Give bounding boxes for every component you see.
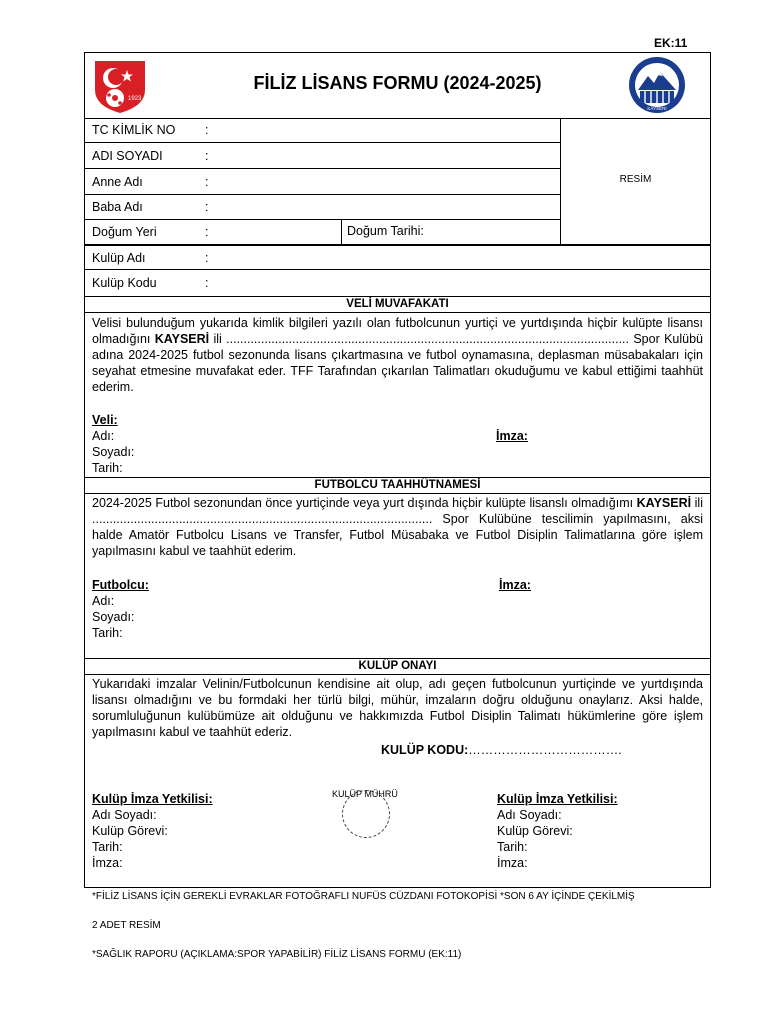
field-row-father[interactable] (85, 195, 560, 220)
guardian-consent-heading: VELİ MUVAFAKATI (85, 296, 710, 313)
svg-text:KAYSERİ: KAYSERİ (647, 106, 667, 111)
footer-note-health: *SAĞLIK RAPORU (AÇIKLAMA:SPOR YAPABİLİR) FİLİZ LİSANS FORMU (EK:11) (92, 949, 462, 960)
field-colon: : (205, 251, 209, 265)
field-label: Doğum Yeri (92, 225, 157, 239)
club-signatory-right-signature[interactable]: İmza: (497, 856, 528, 870)
field-row-birthplace[interactable] (85, 220, 560, 245)
field-label: Kulüp Kodu (92, 276, 157, 290)
player-last-name[interactable]: Soyadı: (92, 610, 135, 624)
photo-box[interactable] (560, 118, 710, 245)
footer-note-photos: 2 ADET RESİM (92, 920, 161, 931)
field-label: TC KİMLİK NO (92, 123, 176, 137)
field-colon: : (205, 200, 209, 214)
player-undertaking-heading: FUTBOLCU TAAHHÜTNAMESİ (85, 477, 710, 494)
photo-label: RESİM (619, 174, 652, 185)
field-colon: : (205, 123, 209, 137)
club-signatory-left-title: Kulüp İmza Yetkilisi: (92, 792, 213, 806)
field-label: Baba Adı (92, 200, 143, 214)
footer-note-documents: *FİLİZ LİSANS İÇİN GEREKLİ EVRAKLAR FOTOĞRAFLI NUFÜS CÜZDANI FOTOKOPİSİ *SON 6 AY İÇİNDE ÇEKİLMİŞ (92, 891, 635, 902)
player-signature[interactable]: İmza: (499, 578, 531, 592)
field-row-name[interactable] (85, 144, 560, 169)
guardian-first-name[interactable]: Adı: (92, 429, 115, 443)
guardian-date[interactable]: Tarih: (92, 461, 123, 475)
kayseri-federation-logo-icon (628, 56, 686, 114)
field-label: Kulüp Adı (92, 251, 146, 265)
field-colon: : (205, 149, 209, 163)
attachment-number: EK:11 (654, 36, 688, 50)
guardian-signature[interactable]: İmza: (496, 429, 528, 443)
form-header (85, 53, 710, 119)
guardian-consent-text: Velisi bulunduğum yukarıda kimlik bilgileri yazılı olan futbolcunun yurtiçi ve yurtdışında hiçbir kulüpte lisansı olmadığını KAYSERİ ili .................................................................................................................... Spor Kulübü adına 2024-2025 futbol sezonunda lisans çıkartmasına ve futbol oynamasına, deplasman müsabakaları için seyahat etmesine muvafakat eder. TFF Tarafından çıkarılan Talimatları okuduğumu ve kabul ettiğimi taahhüt ederim. (92, 316, 704, 394)
field-row-mother[interactable] (85, 170, 560, 195)
svg-text:1923: 1923 (128, 96, 142, 102)
club-signatory-left-role[interactable]: Kulüp Görevi: (92, 824, 168, 838)
player-sign-title: Futbolcu: (92, 578, 149, 592)
license-form (84, 52, 711, 888)
guardian-last-name[interactable]: Soyadı: (92, 445, 135, 459)
player-date[interactable]: Tarih: (92, 626, 123, 640)
field-label: Anne Adı (92, 175, 143, 189)
club-seal-label: KULÜP MÜHRÜ (332, 789, 398, 799)
club-signatory-left-signature[interactable]: İmza: (92, 856, 123, 870)
field-row-club-code[interactable] (85, 271, 710, 296)
field-colon: : (205, 225, 209, 239)
guardian-sign-title: Veli: (92, 413, 118, 427)
club-signatory-right-title: Kulüp İmza Yetkilisi: (497, 792, 618, 806)
club-signatory-right-name[interactable]: Adı Soyadı: (497, 808, 562, 822)
club-signatory-left-name[interactable]: Adı Soyadı: (92, 808, 157, 822)
birth-divider (341, 219, 342, 244)
field-colon: : (205, 276, 209, 290)
field-row-tc[interactable] (85, 118, 560, 143)
player-first-name[interactable]: Adı: (92, 594, 115, 608)
field-row-club-name[interactable] (85, 245, 710, 270)
birth-date-label[interactable]: Doğum Tarihi: (347, 224, 424, 238)
club-code-line[interactable]: KULÜP KODU:………………………………. (381, 743, 622, 757)
player-undertaking-text: 2024-2025 Futbol sezonundan önce yurtiçinde veya yurt dışında hiçbir kulüpte lisanslı olmadığımı KAYSERİ ili .................................................................................................. Spor Kulübüne tescilimin yapılmasını, aksi halde Amatör Futbolcu Lisans ve Transfer, Futbol Müsabaka ve Futbol Disiplin Talimatlarına göre işlem yapılmasını kabul ve taahhüt ederim. (92, 496, 703, 558)
club-signatory-left-date[interactable]: Tarih: (92, 840, 123, 854)
club-approval-heading: KULÜP ONAYI (85, 658, 710, 675)
field-label: ADI SOYADI (92, 149, 163, 163)
club-signatory-right-date[interactable]: Tarih: (497, 840, 528, 854)
club-approval-text: Yukarıdaki imzalar Velinin/Futbolcunun kendisine ait olup, adı geçen futbolcunun yurtiçinde ve yurtdışında lisansı olmadığını ve bu formdaki her türlü bilgi, mühür, imzaların doğru olduğunu onaylarız. Aksi halde, sorumluluğunun kulübümüze ait olduğunu ve hakkımızda Futbol Disiplin Talimatı hükümlerine göre işlem yapılmasını kabul ve taahhüt ederiz. (92, 677, 703, 739)
club-signatory-right-role[interactable]: Kulüp Görevi: (497, 824, 573, 838)
form-title: FİLİZ LİSANS FORMU (2024-2025) (253, 73, 542, 93)
field-colon: : (205, 175, 209, 189)
